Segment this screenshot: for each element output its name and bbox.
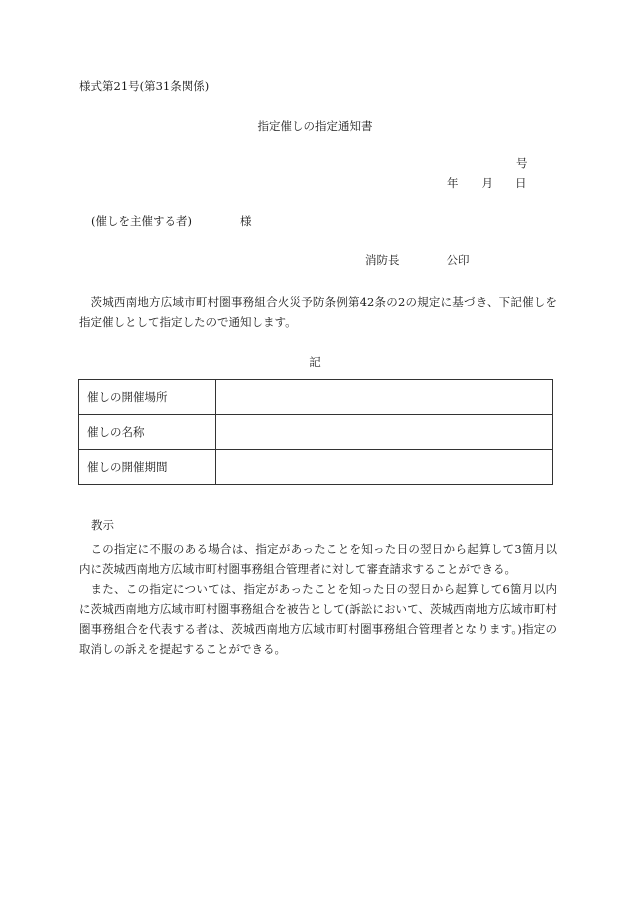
table-row	[79, 380, 553, 415]
month-label: 月	[481, 176, 493, 190]
venue-value[interactable]	[216, 380, 553, 415]
document-number-label: 号	[516, 156, 528, 170]
day-label: 日	[515, 176, 527, 190]
recipient-line	[91, 216, 251, 228]
issuer-title: 消防長	[365, 253, 400, 267]
recipient-honorific: 様	[239, 214, 252, 228]
form-number: 様式第21号(第31条関係)	[79, 79, 210, 93]
ki-heading: 記	[309, 355, 321, 369]
table-row	[79, 450, 553, 485]
event-period-value[interactable]	[216, 450, 553, 485]
main-body-text: 茨城西南地方広域市町村圏事務組合火災予防条例第42条の2の規定に基づき、下記催しを指定催しとして指定したので通知します。	[79, 295, 557, 329]
venue-label: 催しの開催場所	[79, 380, 216, 415]
table-row	[79, 415, 553, 450]
event-name-value[interactable]	[216, 415, 553, 450]
official-seal-label: 公印	[446, 253, 470, 267]
notice-heading: 教示	[91, 518, 114, 532]
document-title: 指定催しの指定通知書	[257, 119, 373, 133]
notice-paragraph-1: この指定に不服のある場合は、指定があったことを知った日の翌日から起算して3箇月以内に茨城西南地方広域市町村圏事務組合管理者に対して審査請求することができる。	[79, 542, 557, 576]
date-row	[447, 178, 527, 190]
details-table	[78, 379, 553, 485]
issuer-line	[365, 255, 470, 267]
notice-paragraph-2: また、この指定については、指定があったことを知った日の翌日から起算して6箇月以内に茨城西南地方広域市町村圏事務組合を被告として(訴訟において、茨城西南地方広域市町村圏事務組合を代表する者は、茨城西南地方広域市町村圏事務組合管理者となります。)指定の取消しの訴えを提起することができる。	[79, 582, 557, 656]
event-period-label: 催しの開催期間	[79, 450, 216, 485]
year-label: 年	[447, 176, 459, 190]
recipient-label: (催しを主催する者)	[91, 214, 192, 228]
event-name-label: 催しの名称	[79, 415, 216, 450]
